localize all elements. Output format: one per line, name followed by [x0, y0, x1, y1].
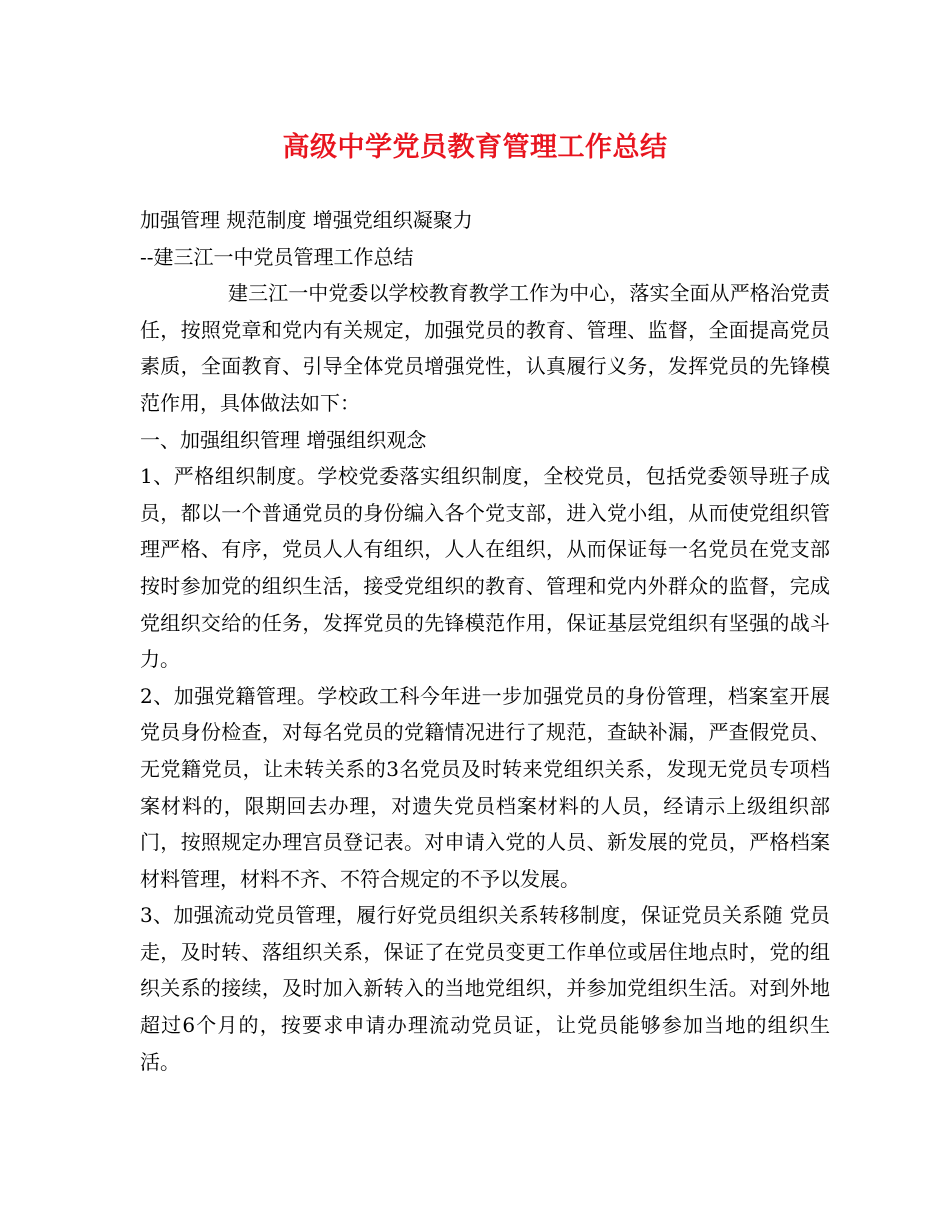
subtitle-source-line: --建三江一中党员管理工作总结 — [140, 244, 414, 269]
intro-paragraph: 建三江一中党委以学校教育教学工作为中心，落实全面从严格治党责任，按照党章和党内有关规定，加强党员的教育、管理、监督，全面提高党员素质，全面教育、引导全体党员增强党性，认真履行义务，发挥党员的先锋模范作用，具体做法如下： — [140, 281, 830, 415]
subtitle-line: 加强管理 规范制度 增强党组织凝聚力 — [140, 208, 473, 232]
document-title: 高级中学党员教育管理工作总结 — [282, 132, 668, 163]
body-paragraph-1: 1、严格组织制度。学校党委落实组织制度，全校党员，包括党委领导班子成员，都以一个普通党员的身份编入各个党支部，进入党小组，从而使党组织管理严格、有序，党员人人有组织，人人在组织，从而保证每一名党员在党支部按时参加党的组织生活，接受党组织的教育、管理和党内外群众的监督，完成党组织交给的任务，发挥党员的先锋模范作用，保证基层党组织有坚强的战斗力。 — [140, 464, 830, 672]
section-heading: 一、加强组织管理 增强组织观念 — [140, 427, 427, 452]
document-body — [140, 202, 830, 1080]
body-paragraph-3: 3、加强流动党员管理，履行好党员组织关系转移制度，保证党员关系随 党员走，及时转、落组织关系，保证了在党员变更工作单位或居住地点时，党的组织关系的接续，及时加入新转入的当地党组织，并参加党组织生活。对到外地超过6个月的，按要求申请办理流动党员证，让党员能够参加当地的组织生活。 — [140, 903, 830, 1074]
body-paragraph-2: 2、加强党籍管理。学校政工科今年进一步加强党员的身份管理，档案室开展党员身份检查，对每名党员的党籍情况进行了规范，查缺补漏，严查假党员、无党籍党员，让未转关系的3名党员及时转来党组织关系，发现无党员专项档案材料的，限期回去办理，对遗失党员档案材料的人员，经请示上级组织部门，按照规定办理宫员登记表。对申请入党的人员、新发展的党员，严格档案材料管理，材料不齐、不符合规定的不予以发展。 — [140, 683, 830, 891]
